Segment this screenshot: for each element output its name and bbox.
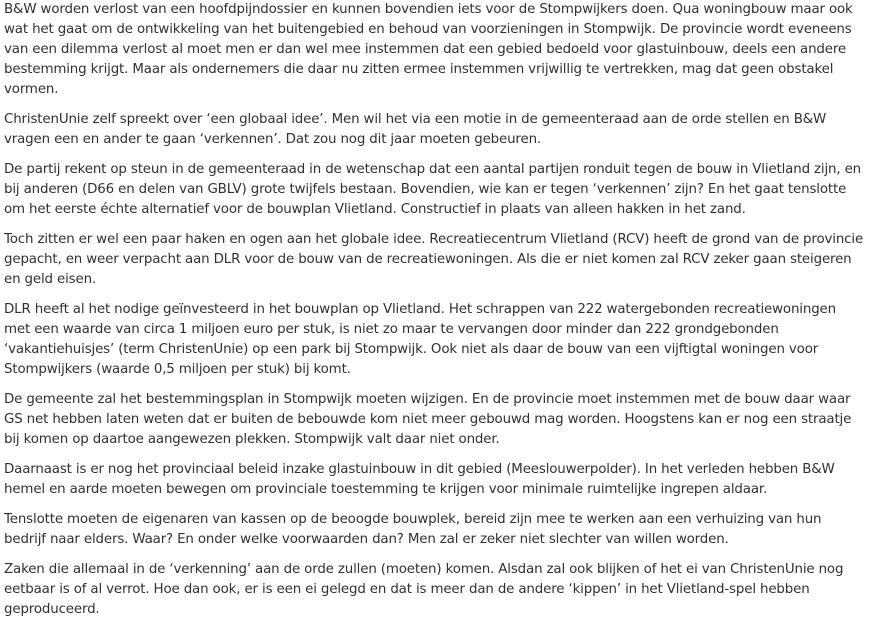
paragraph-1: B&W worden verlost van een hoofdpijndossier en kunnen bovendien iets voor de Stompwijkers doen. Qua woningbouw maar ook wat het gaat om de ontwikkeling van het buitengebied en behoud van voorzieningen in Stompwijk. De provincie wordt eveneens van een dilemma verlost al moet men er dan wel mee instemmen dat een gebied bedoeld voor glastuinbouw, deels een andere bestemming krijgt. Maar als ondernemers die daar nu zitten ermee instemmen vrijwillig te vertrekken, mag dat geen obstakel vormen. xyxy=(4,2,853,97)
paragraph-9: Zaken die allemaal in de ‘verkenning’ aan de orde zullen (moeten) komen. Alsdan zal ook blijken of het ei van ChristenUnie nog eetbaar is of al verrot. Hoe dan ook, er is een ei gelegd en dat is meer dan de andere ‘kippen’ in het Vlietland-spel hebben geproduceerd. xyxy=(4,562,844,617)
paragraph-6: De gemeente zal het bestemmingsplan in Stompwijk moeten wijzigen. En de provincie moet instemmen met de bouw daar waar GS net hebben laten weten dat er buiten de bebouwde kom niet meer gebouwd mag worden. Hoogstens kan er nog een straatje bij komen op daartoe aangewezen plekken. Stompwijk valt daar niet onder. xyxy=(4,392,852,447)
paragraph-3: De partij rekent op steun in de gemeenteraad in de wetenschap dat een aantal partijen ronduit tegen de bouw in Vlietland zijn, en bij anderen (D66 en delen van GBLV) grote twijfels bestaan. Bovendien, wie kan er tegen ‘verkennen’ zijn? En het gaat tenslotte om het eerste échte alternatief voor de bouwplan Vlietland. Constructief in plaats van alleen hakken in het zand. xyxy=(4,162,862,217)
paragraph-5: DLR heeft al het nodige geïnvesteerd in het bouwplan op Vlietland. Het schrappen van 222 watergebonden recreatiewoningen met een waarde van circa 1 miljoen euro per stuk, is niet zo maar te vervangen door minder dan 222 grondgebonden ‘vakantiehuisjes’ (term ChristenUnie) op een park bij Stompwijk. Ook niet als daar de bouw van een vijftigtal woningen voor Stompwijkers (waarde 0,5 miljoen per stuk) bij komt. xyxy=(4,302,836,377)
paragraph-7: Daarnaast is er nog het provinciaal beleid inzake glastuinbouw in dit gebied (Meeslouwerpolder). In het verleden hebben B&W hemel en aarde moeten bewegen om provinciale toestemming te krijgen voor minimale ruimtelijke ingrepen aldaar. xyxy=(4,462,835,497)
paragraph-2: ChristenUnie zelf spreekt over ‘een globaal idee’. Men wil het via een motie in de gemeenteraad aan de orde stellen en B&W vragen een en ander te gaan ‘verkennen’. Dat zou nog dit jaar moeten gebeuren. xyxy=(4,112,827,147)
paragraph-8: Tenslotte moeten de eigenaren van kassen op de beoogde bouwplek, bereid zijn mee te werken aan een verhuizing van hun bedrijf naar elders. Waar? En onder welke voorwaarden dan? Men zal er zeker niet slechter van willen worden. xyxy=(4,512,822,547)
paragraph-4: Toch zitten er wel een paar haken en ogen aan het globale idee. Recreatiecentrum Vlietland (RCV) heeft de grond van de provincie gepacht, en weer verpacht aan DLR voor de bouw van de recreatiewoningen. Als die er niet komen zal RCV zeker gaan steigeren en geld eisen. xyxy=(4,232,864,287)
